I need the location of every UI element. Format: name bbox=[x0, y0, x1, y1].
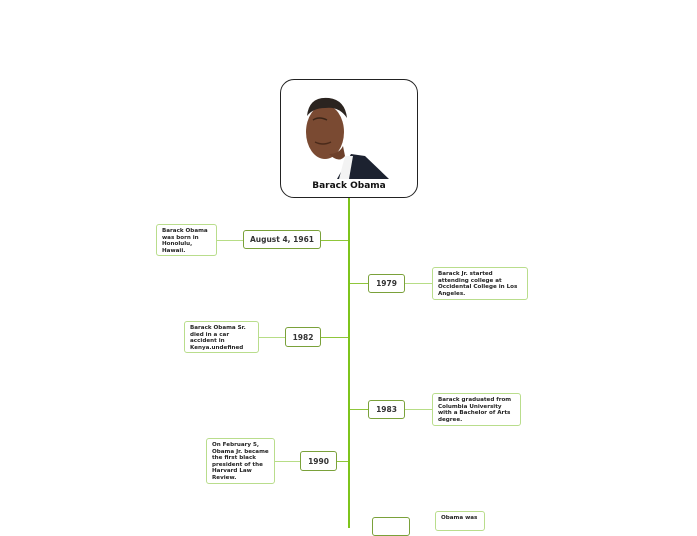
timeline-trunk bbox=[348, 198, 351, 528]
connector-line bbox=[405, 409, 432, 410]
connector-line bbox=[321, 337, 348, 338]
note-node-1961[interactable]: Barack Obama was born in Honolulu, Hawaii. bbox=[156, 224, 217, 256]
note-node-1983[interactable]: Barack graduated from Columbia University with a Bachelor of Arts degree. bbox=[432, 393, 521, 426]
connector-line bbox=[405, 283, 432, 284]
date-node-1961[interactable]: August 4, 1961 bbox=[243, 230, 321, 249]
portrait-image bbox=[299, 94, 389, 179]
date-node-1979[interactable]: 1979 bbox=[368, 274, 405, 293]
connector-line bbox=[350, 409, 368, 410]
note-node-1979[interactable]: Barack Jr. started attending college at Occidental College in Los Angeles. bbox=[432, 267, 528, 300]
connector-line bbox=[258, 337, 285, 338]
note-node-1982[interactable]: Barack Obama Sr. died in a car accident in Kenya.undefined bbox=[184, 321, 259, 353]
note-node-partial[interactable]: Obama was bbox=[435, 511, 485, 531]
connector-line bbox=[350, 283, 368, 284]
date-node-1983[interactable]: 1983 bbox=[368, 400, 405, 419]
connector-line bbox=[274, 461, 300, 462]
connector-line bbox=[337, 461, 348, 462]
connector-line bbox=[216, 240, 243, 241]
date-node-1990[interactable]: 1990 bbox=[300, 451, 337, 471]
note-node-1990[interactable]: On February 5, Obama Jr. became the first black president of the Harvard Law Review. bbox=[206, 438, 275, 484]
root-title: Barack Obama bbox=[312, 181, 386, 191]
connector-line bbox=[321, 240, 348, 241]
date-node-1982[interactable]: 1982 bbox=[285, 327, 321, 347]
